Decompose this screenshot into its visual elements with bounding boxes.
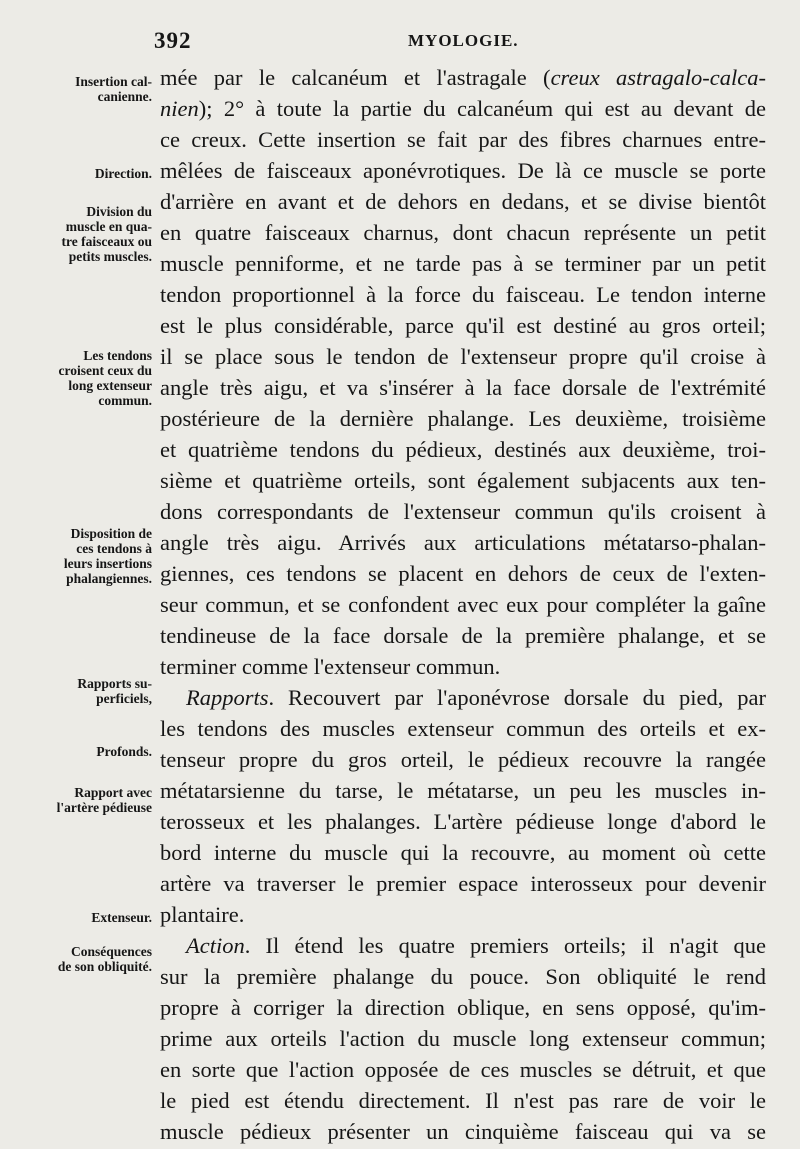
text-run: ce creux. Cette insertion se fait par des fibres charnues entre- bbox=[160, 127, 766, 152]
text-line bbox=[160, 93, 766, 124]
text-run: terosseux et les phalanges. L'artère pédieuse longe d'abord le bbox=[160, 809, 766, 834]
text-line bbox=[160, 837, 766, 868]
text-run: prime aux orteils l'action du muscle long extenseur commun; bbox=[160, 1026, 766, 1051]
text-run: plantaire. bbox=[160, 902, 245, 927]
text-run: sième et quatrième orteils, sont également subjacents aux ten- bbox=[160, 468, 766, 493]
text-line bbox=[160, 868, 766, 899]
margin-note: Rapport avec l'artère pédieuse bbox=[56, 785, 152, 815]
text-run: tendineuse de la face dorsale de la première phalange, et se bbox=[160, 623, 766, 648]
text-line bbox=[160, 155, 766, 186]
text-line bbox=[160, 186, 766, 217]
text-line bbox=[160, 1023, 766, 1054]
margin-notes bbox=[0, 0, 152, 1149]
italic-term: creux astragalo-calca- bbox=[550, 65, 766, 90]
text-line bbox=[160, 1116, 766, 1147]
text-line bbox=[160, 341, 766, 372]
page-number: 392 bbox=[154, 28, 192, 53]
text-run: d'arrière en avant et de dehors en dedans, et se divise bientôt bbox=[160, 189, 766, 214]
text-run: . Recouvert par l'aponévrose dorsale du pied, par bbox=[268, 685, 766, 710]
margin-note: Division du muscle en qua- tre faisceaux ou petits muscles. bbox=[61, 204, 152, 264]
margin-note: Disposition de ces tendons à leurs insertions phalangiennes. bbox=[63, 526, 152, 586]
text-run: angle très aigu, et va s'insérer à la face dorsale de l'extrémité bbox=[160, 375, 766, 400]
text-run: seur commun, et se confondent avec eux pour compléter la gaîne bbox=[160, 592, 766, 617]
text-line bbox=[160, 403, 766, 434]
text-run: en quatre faisceaux charnus, dont chacun représente un petit bbox=[160, 220, 766, 245]
text-run: tenseur propre du gros orteil, le pédieux recouvre la rangée bbox=[160, 747, 766, 772]
text-line bbox=[160, 124, 766, 155]
text-run: le pied est étendu directement. Il n'est pas rare de voir le bbox=[160, 1088, 766, 1113]
margin-note: Extenseur. bbox=[91, 910, 152, 925]
text-line bbox=[160, 899, 766, 930]
margin-note: Rapports su- perficiels, bbox=[77, 676, 152, 706]
text-run: et quatrième tendons du pédieux, destinés aux deuxième, troi- bbox=[160, 437, 766, 462]
text-run: il se place sous le tendon de l'extenseur propre qu'il croise à bbox=[160, 344, 766, 369]
text-line bbox=[160, 558, 766, 589]
text-run: giennes, ces tendons se placent en dehors de ceux de l'exten- bbox=[160, 561, 766, 586]
text-line bbox=[160, 806, 766, 837]
text-run: mée par le calcanéum et l'astragale ( bbox=[160, 65, 551, 90]
text-line bbox=[160, 620, 766, 651]
body-text bbox=[160, 62, 766, 1147]
text-run: mêlées de faisceaux aponévrotiques. De là ce muscle se porte bbox=[160, 158, 766, 183]
text-line bbox=[160, 1054, 766, 1085]
text-run: . Il étend les quatre premiers orteils; il n'agit que bbox=[244, 933, 766, 958]
text-line bbox=[160, 682, 766, 713]
margin-note: Insertion cal- canienne. bbox=[75, 74, 152, 104]
text-run: terminer comme l'extenseur commun. bbox=[160, 654, 501, 679]
text-run: propre à corriger la direction oblique, en sens opposé, qu'im- bbox=[160, 995, 766, 1020]
margin-note: Direction. bbox=[94, 166, 152, 181]
page-header bbox=[150, 28, 750, 56]
text-run: tendon proportionnel à la force du faisceau. Le tendon interne bbox=[160, 282, 766, 307]
text-run: muscle penniforme, et ne tarde pas à se terminer par un petit bbox=[160, 251, 766, 276]
text-line bbox=[160, 434, 766, 465]
text-line bbox=[160, 310, 766, 341]
text-line bbox=[160, 775, 766, 806]
text-line bbox=[160, 279, 766, 310]
text-line bbox=[160, 248, 766, 279]
text-line bbox=[160, 651, 766, 682]
running-title: MYOLOGIE. bbox=[408, 31, 519, 50]
margin-note: Conséquences de son obliquité. bbox=[57, 944, 152, 974]
italic-term: Rapports bbox=[186, 685, 269, 710]
text-run: en sorte que l'action opposée de ces muscles se détruit, et que bbox=[160, 1057, 766, 1082]
text-line bbox=[160, 713, 766, 744]
text-run: bord interne du muscle qui la recouvre, au moment où cette bbox=[160, 840, 766, 865]
text-line bbox=[160, 744, 766, 775]
text-run: est le plus considérable, parce qu'il est destiné au gros orteil; bbox=[160, 313, 766, 338]
margin-note: Profonds. bbox=[96, 744, 152, 759]
text-line bbox=[160, 496, 766, 527]
text-line bbox=[160, 1085, 766, 1116]
text-line bbox=[160, 62, 766, 93]
text-line bbox=[160, 527, 766, 558]
text-run: postérieure de la dernière phalange. Les deuxième, troisième bbox=[160, 406, 766, 431]
text-run: angle très aigu. Arrivés aux articulations métatarso-phalan- bbox=[160, 530, 766, 555]
text-line bbox=[160, 465, 766, 496]
italic-term: nien bbox=[160, 96, 199, 121]
text-run: ); 2° à toute la partie du calcanéum qui est au devant de bbox=[198, 96, 766, 121]
text-run: dons correspondants de l'extenseur commun qu'ils croisent à bbox=[160, 499, 766, 524]
italic-term: Action bbox=[186, 933, 245, 958]
text-line bbox=[160, 372, 766, 403]
text-line bbox=[160, 930, 766, 961]
text-line bbox=[160, 961, 766, 992]
text-run: les tendons des muscles extenseur commun des orteils et ex- bbox=[160, 716, 766, 741]
text-run: artère va traverser le premier espace interosseux pour devenir bbox=[160, 871, 766, 896]
text-line bbox=[160, 589, 766, 620]
text-line bbox=[160, 217, 766, 248]
text-line bbox=[160, 992, 766, 1023]
text-run: sur la première phalange du pouce. Son obliquité le rend bbox=[160, 964, 766, 989]
margin-note: Les tendons croisent ceux du long extenseur commun. bbox=[58, 348, 152, 408]
text-run: métatarsienne du tarse, le métatarse, un peu les muscles in- bbox=[160, 778, 766, 803]
text-run: muscle pédieux présenter un cinquième faisceau qui va se bbox=[160, 1119, 766, 1144]
